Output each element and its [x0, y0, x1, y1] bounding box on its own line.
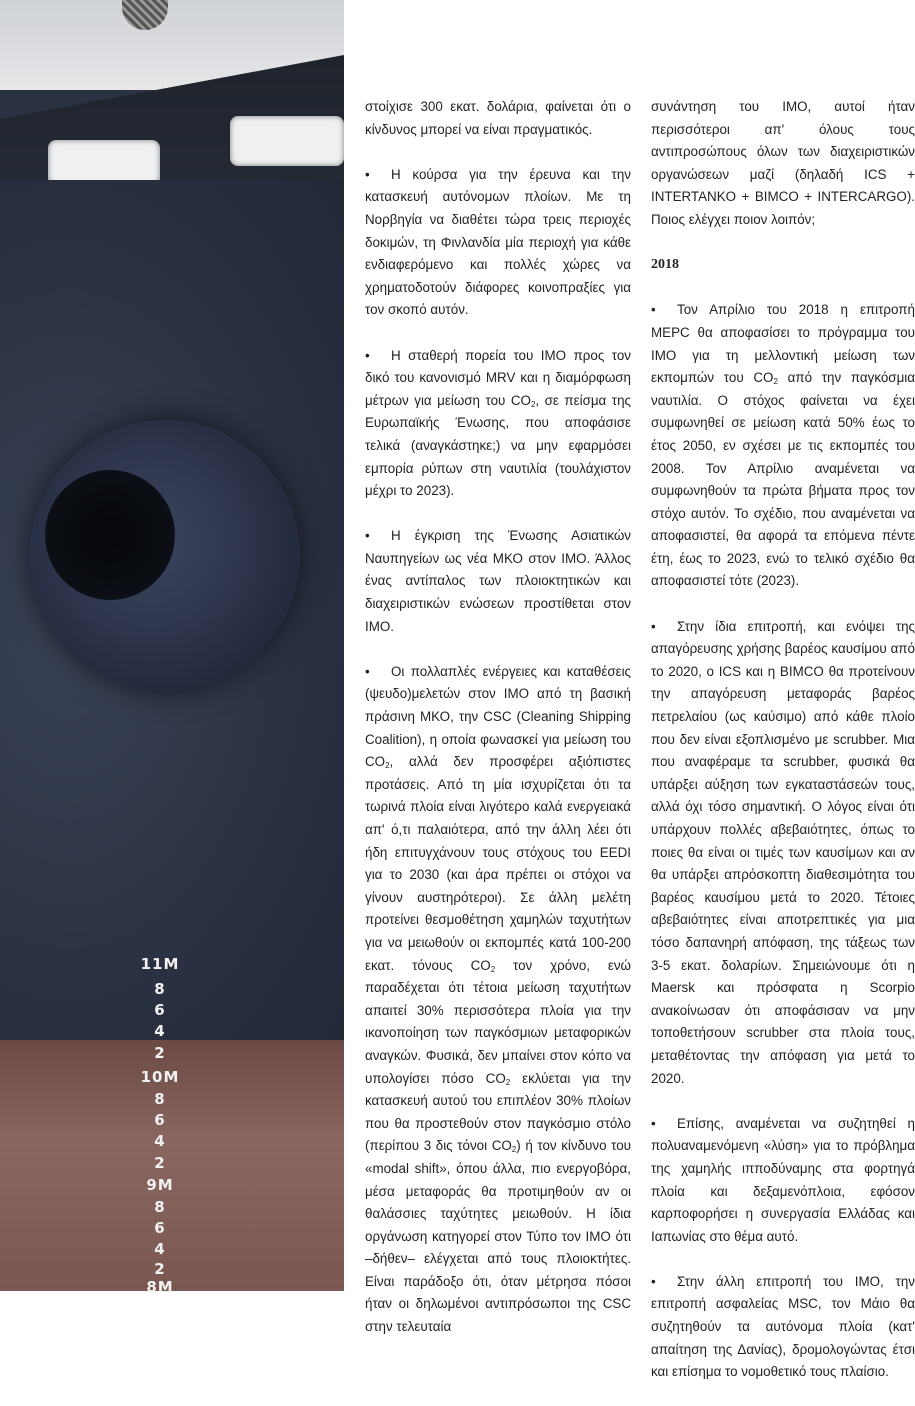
draught-mark: 11M [140, 955, 180, 973]
bullet-paragraph [651, 1113, 915, 1249]
bullet-paragraph [651, 299, 915, 593]
paragraph: στοίχισε 300 εκατ. δολάρια, φαίνεται ότι ο κίνδυνος μπορεί να είναι πραγματικός. [365, 99, 631, 137]
bullet-paragraph [651, 1271, 915, 1384]
bullet: • [365, 528, 370, 544]
paragraph-text: Τον Απρίλιο του 2018 η επιτροπή MEPC θα αποφασίσει το πρόγραμμα του ΙΜΟ για τη μελλοντική μείωση των εκπομπών του CO [651, 302, 915, 386]
draught-mark: 2 [154, 1044, 166, 1062]
draught-mark: 8M [146, 1278, 174, 1296]
draught-mark: 8 [154, 980, 166, 998]
draught-mark: 4 [154, 1240, 166, 1258]
bullet-paragraph [365, 661, 631, 1339]
paragraph-text: τον χρόνο, ενώ παραδέχεται ότι τέτοια μείωση ταχυτήτων απαιτεί 30% περισσότερα πλοία για την ικανοποίηση των παγκόσμιων μεταφορικών αναγκών. Φυσικά, δεν μπαίνει στον κόπο να υπολογίσει πόσο CO [365, 957, 631, 1086]
subscript: 2 [490, 964, 496, 974]
draught-mark: 4 [154, 1022, 166, 1040]
paragraph-text: ) ή τον κίνδυνο του «modal shift», όπου άλλα, πιο ενεργοβόρα, μέσα μεταφοράς θα προτιμηθούν αν οι θαλάσσιες ταχύτητες μειωθούν. Η ίδια οργάνωση κατηγορεί στον Τύπο τον ΙΜΟ ότι –δήθεν– ελέγχεται από τους πλοιοκτήτες. Είναι παράδοξο ότι, όταν μέτρησα πόσοι ήταν οι δηλωμένοι αντιπρόσωποι της CSC στην τελευταία [365, 1138, 631, 1335]
subscript: 2 [773, 377, 778, 387]
section-heading: 2018 [651, 257, 679, 273]
draught-mark: 4 [154, 1132, 166, 1150]
bullet-paragraph [651, 616, 915, 1090]
draught-mark: 9M [146, 1176, 174, 1194]
bullet: • [651, 1273, 656, 1289]
subscript: 2 [385, 761, 390, 771]
hawse-pipe [45, 470, 175, 600]
draught-mark: 6 [154, 1219, 166, 1237]
paragraph-text: Η έγκριση της Ένωσης Ασιατικών Ναυπηγείων ως νέα ΜΚΟ στον ΙΜΟ. Άλλος ένας αντίπαλος των πλοιοκτητικών και διαχειριστικών ενώσεων προστίθεται στον ΙΜΟ. [365, 528, 631, 634]
bullet-paragraph [365, 525, 631, 638]
paragraph-text: Η κούρσα για την έρευνα και την κατασκευή αυτόνομων πλοίων. Με τη Νορβηγία να διαθέτει τώρα τρεις περιοχές δοκιμών, τη Φινλανδία μία περιοχή για κάθε ενδιαφερόμενο και πολλές χώρες να χρηματοδοτούν διάφορες κοινοπραξίες για τον σκοπό αυτόν. [365, 166, 631, 318]
porthole-window [230, 116, 344, 166]
subscript: 2 [511, 1145, 517, 1155]
paragraph-text: Οι πολλαπλές ενέργειες και καταθέσεις (ψευδο)μελετών στον ΙΜΟ από τη βασική πράσινη ΜΚΟ, την CSC (Cleaning Shipping Coalition), η οποία φωνασκεί για μείωση του CO [365, 663, 631, 770]
draught-mark: 2 [154, 1260, 166, 1278]
draught-mark: 2 [154, 1154, 166, 1172]
article-column-1 [365, 96, 631, 1361]
paragraph-text: εκλύεται για την κατασκευή αυτού του επιπλέον 30% πλοίων που θα προστεθούν στον παγκόσμιο στόλο (περίπου 3 δις τόνοι CO [365, 1070, 632, 1154]
paragraph-text: , σε πείσμα της Ευρωπαϊκής Ένωσης, που αποφάσισε τελικά (αναγκάστηκε;) να μην εφαρμόσει εμπορία ρύπων στη ναυτιλία (τουλάχιστον μέχρι το 2023). [365, 392, 631, 499]
paragraph-text: Επίσης, αναμένεται να συζητηθεί η πολυαναμενόμενη «λύση» για το πρόβλημα της χαμηλής ιπποδύναμης στα φορτηγά πλοία και δεξαμενόπλοια, εφόσον καρποφορήσει η συνεργασία Ελλάδας και Ιαπωνίας στο θέμα αυτό. [651, 1115, 915, 1244]
bullet: • [651, 302, 656, 318]
subscript: 2 [505, 1077, 511, 1087]
bullet: • [365, 347, 370, 363]
paragraph-text: Στην ίδια επιτροπή, και ενόψει της απαγόρευσης χρήσης βαρέος καυσίμου από το 2020, ο ICS και η BIMCO θα προτείνουν την απαγόρευση μεταφοράς βαρέος πετρελαίου (ως καύσιμο) από κάθε πλοίο που δεν είναι εξοπλισμένο με scrubber. Μια που αναφέραμε τα scrubber, φυσικά θα υπάρξει αύξηση των εγκαταστάσεών τους, αλλά όχι τόσο σημαντική. Ο λόγος είναι ότι υπάρχουν πολλές αβεβαιότητες, όπως το ποιες θα είναι οι τιμές των καυσίμων και αν θα υπάρξει απρόσκοπτη διαθεσιμότητα του βαρέος καυσίμου μετά το 2020. Τέτοιες αβεβαιότητες είναι αποτρεπτικές για μια τόσο δαπανηρή απόφαση, της τάξεως των 3-5 εκατ. δολαρίων. Σημειώνουμε ότι η Maersk και πρόσφατα η Scorpio ανακοίνωσαν ότι αποφάσισαν να μην τοποθετήσουν scrubber στα πλοία τους, μεταθέτοντας την απόφαση για μετά το 2020. [651, 618, 915, 1086]
subscript: 2 [530, 399, 536, 409]
bullet: • [365, 166, 370, 182]
draught-mark: 6 [154, 1111, 166, 1129]
bullet: • [365, 663, 370, 679]
draught-mark: 8 [154, 1198, 166, 1216]
bullet-paragraph [365, 345, 631, 503]
draught-mark: 10M [140, 1068, 180, 1086]
ship-hull-photo [0, 0, 344, 1296]
paragraph: συνάντηση του ΙΜΟ, αυτοί ήταν περισσότεροι απ' όλους τους αντιπροσώπους όλων των διαχειριστικών οργανώσεων μαζί (δηλαδή ICS + INTERTANKO + BIMCO + INTERCARGO). Ποιος ελέγχει ποιον λοιπόν; [651, 99, 915, 227]
article-column-2 [651, 96, 915, 1406]
paragraph-text: , αλλά δεν προσφέρει αξιόπιστες προτάσεις. Από τη μία ισχυρίζεται ότι τα τωρινά πλοία είναι λιγότερο καλά ενεργειακά απ' ό,τι παλαιότερα, από την άλλη λέει ότι ήδη επιτυγχάνουν τους στόχους του EEDI για το 2030 (και άρα πρέπει οι στόχοι να γίνουν αυστηρότεροι). Σε άλλη μελέτη προτείνει θεσμοθέτηση χαμηλών ταχυτήτων για να μειωθούν οι εκπομπές κατά 100-200 εκατ. τόνους CO [365, 754, 631, 973]
paragraph-text: Η σταθερή πορεία του ΙΜΟ προς τον δικό του κανονισμό MRV και η διαμόρφωση μέτρων για μείωση του CO [365, 347, 631, 408]
bullet-paragraph [365, 164, 631, 322]
bullet: • [651, 618, 656, 634]
draught-mark: 8 [154, 1090, 166, 1108]
paragraph-text: από την παγκόσμια ναυτιλία. Ο στόχος φαίνεται να έχει συμφωνηθεί σε μείωση κατά 50% έως το έτος 2050, εν σχέσει με τις εκπομπές του 2008. Τον Απρίλιο αναμένεται να συμφωνηθούν τα πρώτα βήματα προς τον στόχο αυτόν. Το σχέδιο, που αναμένεται να αποφασιστεί, θα αφορά τα επόμενα πέντε έτη, έως το 2023, ενώ το τελικό σχέδιο θα αποφασιστεί τότε (2023). [651, 370, 915, 589]
bullet: • [651, 1115, 656, 1131]
paragraph-text: Στην άλλη επιτροπή του ΙΜΟ, την επιτροπή ασφαλείας MSC, τον Μάιο θα συζητηθούν τα αυτόνομα πλοία (κατ' απαίτηση της Δανίας), δρομολογώντας έτσι και επίσημα το νομοθετικό τους πλαίσιο. [651, 1273, 915, 1380]
draught-mark: 6 [154, 1001, 166, 1019]
